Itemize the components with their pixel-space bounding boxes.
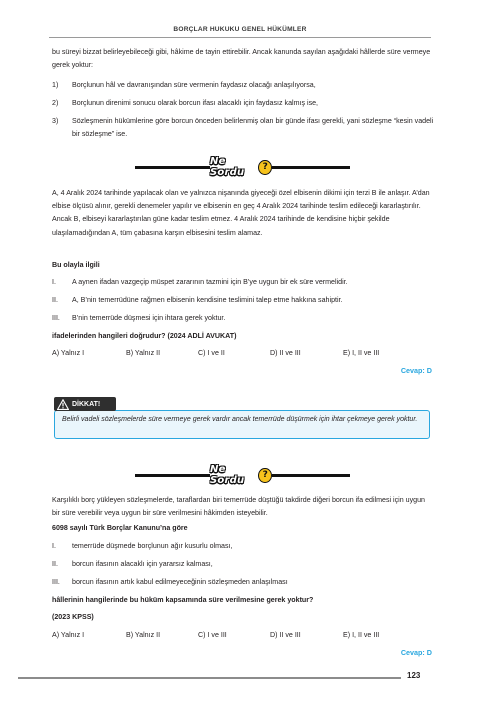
answer-key: Cevap: D — [400, 366, 432, 375]
footer-divider — [18, 677, 401, 679]
statement-text: temerrüde düşmede borçlunun ağır kusurlu olması, — [72, 542, 233, 550]
dikkat-callout — [54, 410, 430, 439]
ne-sordu-badge — [210, 156, 272, 178]
list-number: 3) — [52, 117, 59, 125]
list-text: Sözleşmenin hükümlerine göre borcun önceden belirlenmiş olan bir günde ifası gerekli, yani sözleşme “kesin vadeli bir sözleşme” ise. — [72, 117, 434, 139]
answer-key: Cevap: D — [400, 648, 432, 657]
statement-text: B’nin temerrüde düşmesi için ihtara gerek yoktur. — [72, 314, 226, 322]
list-number: 1) — [52, 81, 59, 89]
statement-number: II. — [52, 560, 58, 568]
statement-text: borcun ifasının alacaklı için yararsız kalması, — [72, 560, 213, 568]
divider-line-right — [272, 474, 350, 477]
question-stem: hâllerinin hangilerinde bu hüküm kapsamında süre verilmesine gerek yoktur? — [52, 596, 314, 604]
answer-option-c[interactable]: C) I ve III — [198, 631, 227, 639]
question-scenario: A, 4 Aralık 2024 tarihinde yapılacak olan ve yalnızca nişanında giyeceği özel elbisenin dikimi için terzi B ile anlaşır. A’dan elbise ölçüsü alınır, gerekli denemeler yapılır ve elbisenin en geç 4 Aralık 2024 tarihinde teslim edileceği kararlaştırılır. Ancak B, elbiseyi kararlaştırılan güne kadar teslim etmez. 4 Aralık 2024 tarihinde de kendisine hiçbir şekilde ulaşılamadığından A, tüm çabasına karşın elbisesini teslim alamaz. — [52, 189, 430, 237]
statement-number: II. — [52, 296, 58, 304]
answer-option-b[interactable]: B) Yalnız II — [126, 631, 161, 639]
question-lead: 6098 sayılı Türk Borçlar Kanunu’na göre — [52, 524, 188, 532]
dikkat-header — [54, 397, 116, 411]
running-header: BORÇLAR HUKUKU GENEL HÜKÜMLER — [173, 26, 307, 33]
answer-option-b[interactable]: B) Yalnız II — [126, 349, 161, 357]
statement-number: I. — [52, 542, 56, 550]
statement-text: borcun ifasının artık kabul edilmeyeceğinin sözleşmeden anlaşılması — [72, 578, 288, 586]
answer-option-e[interactable]: E) I, II ve III — [343, 631, 380, 639]
list-text: Borçlunun direnimi sonucu olarak borcun ifası alacaklı için faydasız kalmış ise, — [72, 99, 319, 107]
question-lead: Bu olayla ilgili — [52, 261, 100, 269]
question-mark-icon: ? — [258, 160, 272, 175]
question-scenario: Karşılıklı borç yükleyen sözleşmelerde, taraflardan biri temerrüde düştüğü takdirde diğeri borcun ifa edilmesi için uygun bir süre verebilir veya uygun bir süre verilmesini hâkimden isteyebilir. — [52, 496, 426, 518]
statement-number: III. — [52, 314, 60, 322]
divider-line-left — [135, 166, 210, 169]
intro-paragraph: bu süreyi bizzat belirleyebileceği gibi, hâkime de tayin ettirebilir. Ancak kanunda sayılan aşağıdaki hâllerde süre vermeye gerek yoktur: — [52, 48, 431, 70]
header-divider — [49, 37, 431, 38]
list-text: Borçlunun hâl ve davranışından süre vermenin faydasız olacağı anlaşılıyorsa, — [72, 81, 316, 89]
answer-option-a[interactable]: A) Yalnız I — [52, 349, 85, 357]
statement-number: I. — [52, 278, 56, 286]
answer-option-c[interactable]: C) I ve II — [198, 349, 225, 357]
answer-option-a[interactable]: A) Yalnız I — [52, 631, 85, 639]
answer-option-d[interactable]: D) II ve III — [270, 349, 301, 357]
dikkat-label: DİKKAT! — [72, 400, 101, 408]
divider-line-right — [272, 166, 350, 169]
statement-text: A, B’nin temerrüdüne rağmen elbisenin kendisine teslimini talep etme hakkına sahiptir. — [72, 296, 343, 304]
question-mark-icon: ? — [258, 468, 272, 483]
list-number: 2) — [52, 99, 59, 107]
statement-text: A aynen ifadan vazgeçip müspet zararının tazmini için B’ye uygun bir ek süre vermelidir. — [72, 278, 348, 286]
divider-line-left — [135, 474, 210, 477]
page-number: 123 — [407, 671, 421, 680]
question-stem: ifadelerinden hangileri doğrudur? (2024 ADLİ AVUKAT) — [52, 332, 237, 340]
ne-sordu-text: Ne Sordu — [210, 464, 245, 486]
question-source: (2023 KPSS) — [52, 613, 94, 621]
answer-option-d[interactable]: D) II ve III — [270, 631, 301, 639]
ne-sordu-badge — [210, 464, 272, 486]
statement-number: III. — [52, 578, 60, 586]
warning-icon — [57, 399, 69, 410]
dikkat-text: Belirli vadeli sözleşmelerde süre vermeye gerek vardır ancak temerrüde düşürmek için ihtar çekmeye gerek yoktur. — [62, 416, 418, 423]
answer-option-e[interactable]: E) I, II ve III — [343, 349, 380, 357]
ne-sordu-text: Ne Sordu — [210, 156, 245, 178]
